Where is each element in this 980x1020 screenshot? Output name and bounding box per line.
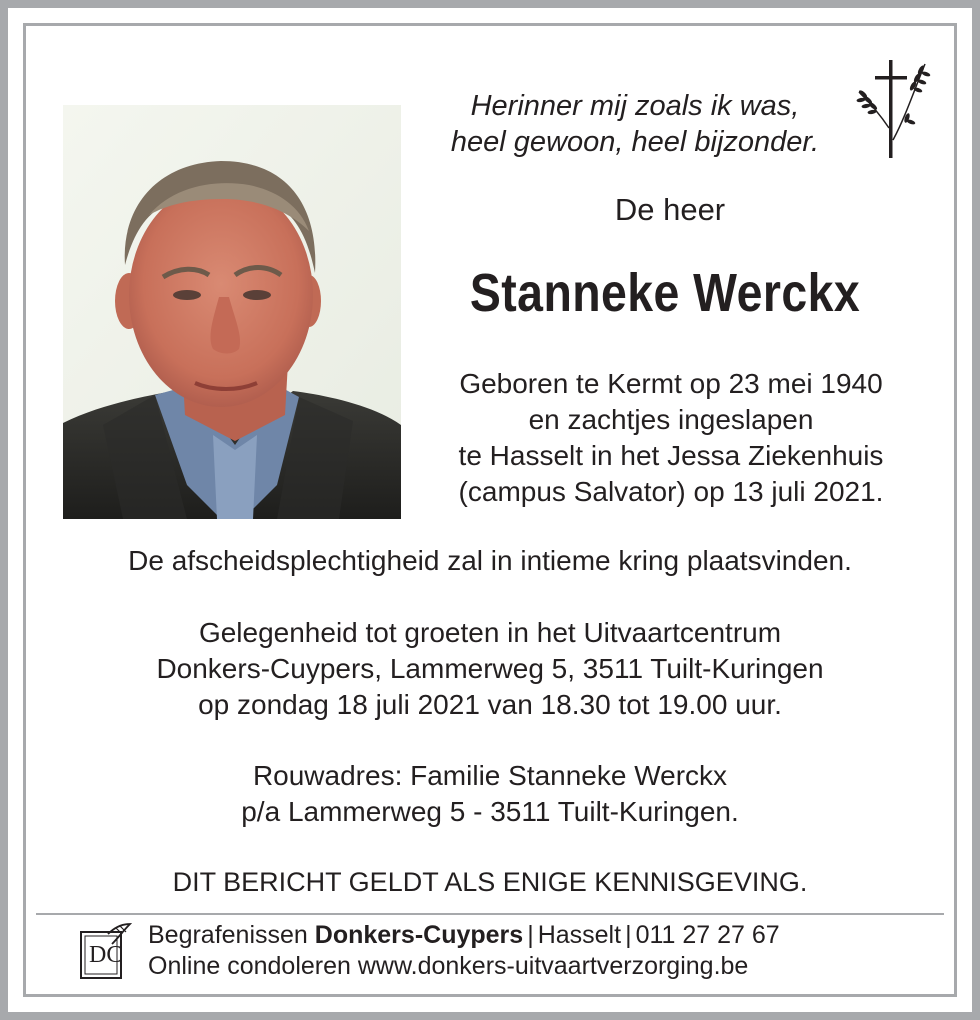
- memorial-quote: [400, 88, 870, 160]
- ceremony-text: [40, 543, 940, 579]
- born-line-1: Geboren te Kermt op 23 mei 1940: [459, 368, 883, 399]
- deceased-name: Stanneke Werckx: [469, 263, 861, 323]
- footer-city: Hasselt: [537, 921, 622, 949]
- honorific: De heer: [614, 192, 726, 227]
- visit-line-1: Gelegenheid tot groeten in het Uitvaartcentrum: [198, 617, 782, 648]
- born-line-4: (campus Salvator) op 13 juli 2021.: [458, 476, 884, 507]
- born-line-3: te Hasselt in het Jessa Ziekenhuis: [458, 440, 884, 471]
- footer-company: Donkers-Cuypers: [314, 921, 524, 949]
- ceremony-line: De afscheidsplechtigheid zal in intieme kring plaatsvinden.: [128, 545, 852, 576]
- visitation-info: [40, 615, 940, 723]
- notice-line: DIT BERICHT GELDT ALS ENIGE KENNISGEVING.: [172, 867, 808, 897]
- cross-with-wheat-icon: [855, 58, 931, 160]
- birth-death-info: [412, 366, 930, 510]
- quote-line-2: heel gewoon, heel bijzonder.: [450, 126, 820, 158]
- footer-separator-2: |: [625, 921, 632, 949]
- address-line-2: p/a Lammerweg 5 - 3511 Tuilt-Kuringen.: [241, 796, 739, 827]
- footer-divider: [36, 913, 944, 915]
- visit-line-3: op zondag 18 juli 2021 van 18.30 tot 19.00 uur.: [198, 689, 782, 720]
- logo-text: DC: [89, 942, 123, 968]
- born-line-2: en zachtjes ingeslapen: [528, 404, 814, 435]
- portrait-photo: [63, 105, 401, 519]
- address-line-1: Rouwadres: Familie Stanneke Werckx: [252, 760, 728, 791]
- funeral-home-logo-icon: [78, 922, 132, 982]
- footer-separator-1: |: [527, 921, 534, 949]
- notice-text: [40, 864, 940, 900]
- mourning-address: [40, 758, 940, 830]
- footer-phone[interactable]: 011 27 27 67: [635, 921, 780, 949]
- footer-prefix: Begrafenissen: [148, 921, 308, 949]
- footer: [148, 920, 908, 982]
- visit-line-2: Donkers-Cuypers, Lammerweg 5, 3511 Tuilt-Kuringen: [156, 653, 824, 684]
- footer-online[interactable]: Online condoleren www.donkers-uitvaartverzorging.be: [148, 952, 749, 980]
- quote-line-1: Herinner mij zoals ik was,: [470, 90, 800, 122]
- footer-line-1: [148, 920, 908, 951]
